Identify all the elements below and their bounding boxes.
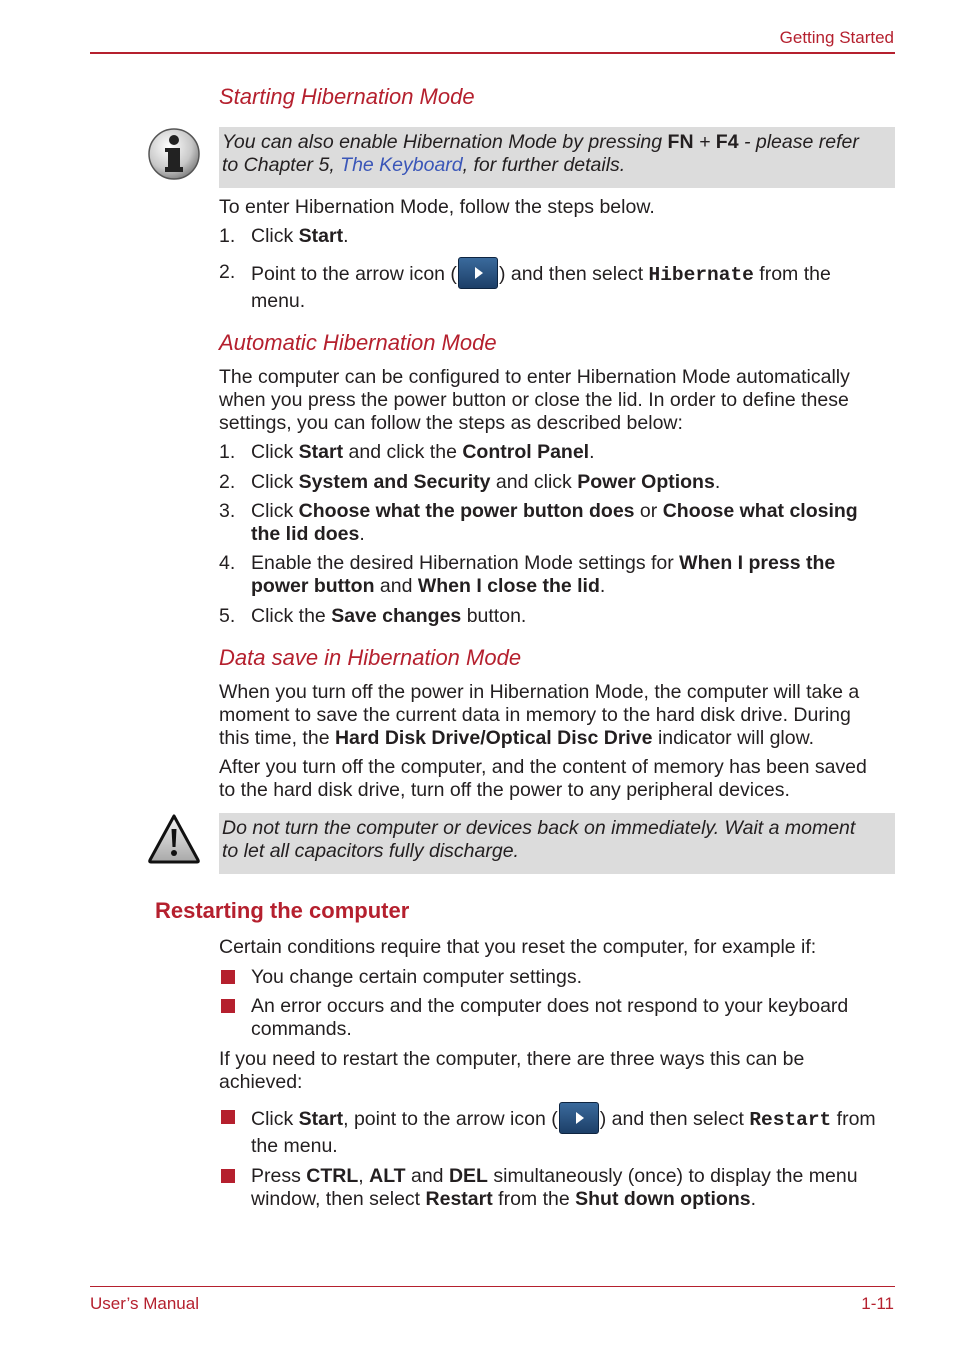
bullet-item-continued: the menu.	[251, 1135, 338, 1157]
arrow-icon	[458, 257, 498, 289]
bullet-item: You change certain computer settings.	[251, 966, 582, 988]
hibernation-intro: To enter Hibernation Mode, follow the steps below.	[219, 196, 655, 218]
footer-manual-title: User’s Manual	[90, 1294, 199, 1313]
heading-data-save: Data save in Hibernation Mode	[219, 645, 522, 670]
keyboard-chapter-link[interactable]: The Keyboard	[340, 154, 463, 176]
arrow-icon	[559, 1102, 599, 1134]
peripheral-para: After you turn off the computer, and the content of memory has been saved to the hard disk drive, turn off the power to any peripheral devices.	[219, 756, 867, 801]
warning-icon	[147, 813, 201, 865]
running-header: Getting Started	[779, 28, 894, 47]
heading-restarting: Restarting the computer	[155, 898, 410, 923]
bullet-marker	[221, 1110, 235, 1124]
info-icon	[147, 127, 201, 181]
bullet-item: Click Start, point to the arrow icon ( ) and then select Restart from	[251, 1106, 895, 1134]
heading-automatic-hibernation: Automatic Hibernation Mode	[219, 330, 497, 355]
bullet-item: An error occurs and the computer does not respond to your keyboard commands.	[251, 995, 849, 1040]
heading-starting-hibernation: Starting Hibernation Mode	[219, 84, 475, 109]
restart-ways-para: If you need to restart the computer, there are three ways this can be achieved:	[219, 1048, 805, 1093]
page-number: 1-11	[861, 1294, 894, 1313]
warning-note: Do not turn the computer or devices back on immediately. Wait a moment to let all capacitors fully discharge.	[219, 813, 895, 874]
bullet-marker	[221, 999, 235, 1013]
bullet-marker	[221, 1169, 235, 1183]
info-note: You can also enable Hibernation Mode by pressing FN + F4 - please refer to Chapter 5, The Keyboard, for further details.	[219, 127, 895, 188]
bullet-item: Press CTRL, ALT and DEL simultaneously (once) to display the menu window, then select Restart from the Shut down options.	[251, 1165, 858, 1210]
header-rule	[90, 52, 895, 54]
bullet-marker	[221, 970, 235, 984]
data-save-para: When you turn off the power in Hibernation Mode, the computer will take a moment to save the current data in memory to the hard disk drive. During this time, the Hard Disk Drive/Optical Disc Drive indicator will glow.	[219, 681, 860, 749]
footer-rule	[90, 1286, 895, 1287]
restart-intro: Certain conditions require that you reset the computer, for example if:	[219, 936, 817, 958]
automatic-hibernation-para: The computer can be configured to enter Hibernation Mode automatically when you press the power button or close the lid. In order to define these settings, you can follow the steps as described below:	[219, 366, 850, 434]
